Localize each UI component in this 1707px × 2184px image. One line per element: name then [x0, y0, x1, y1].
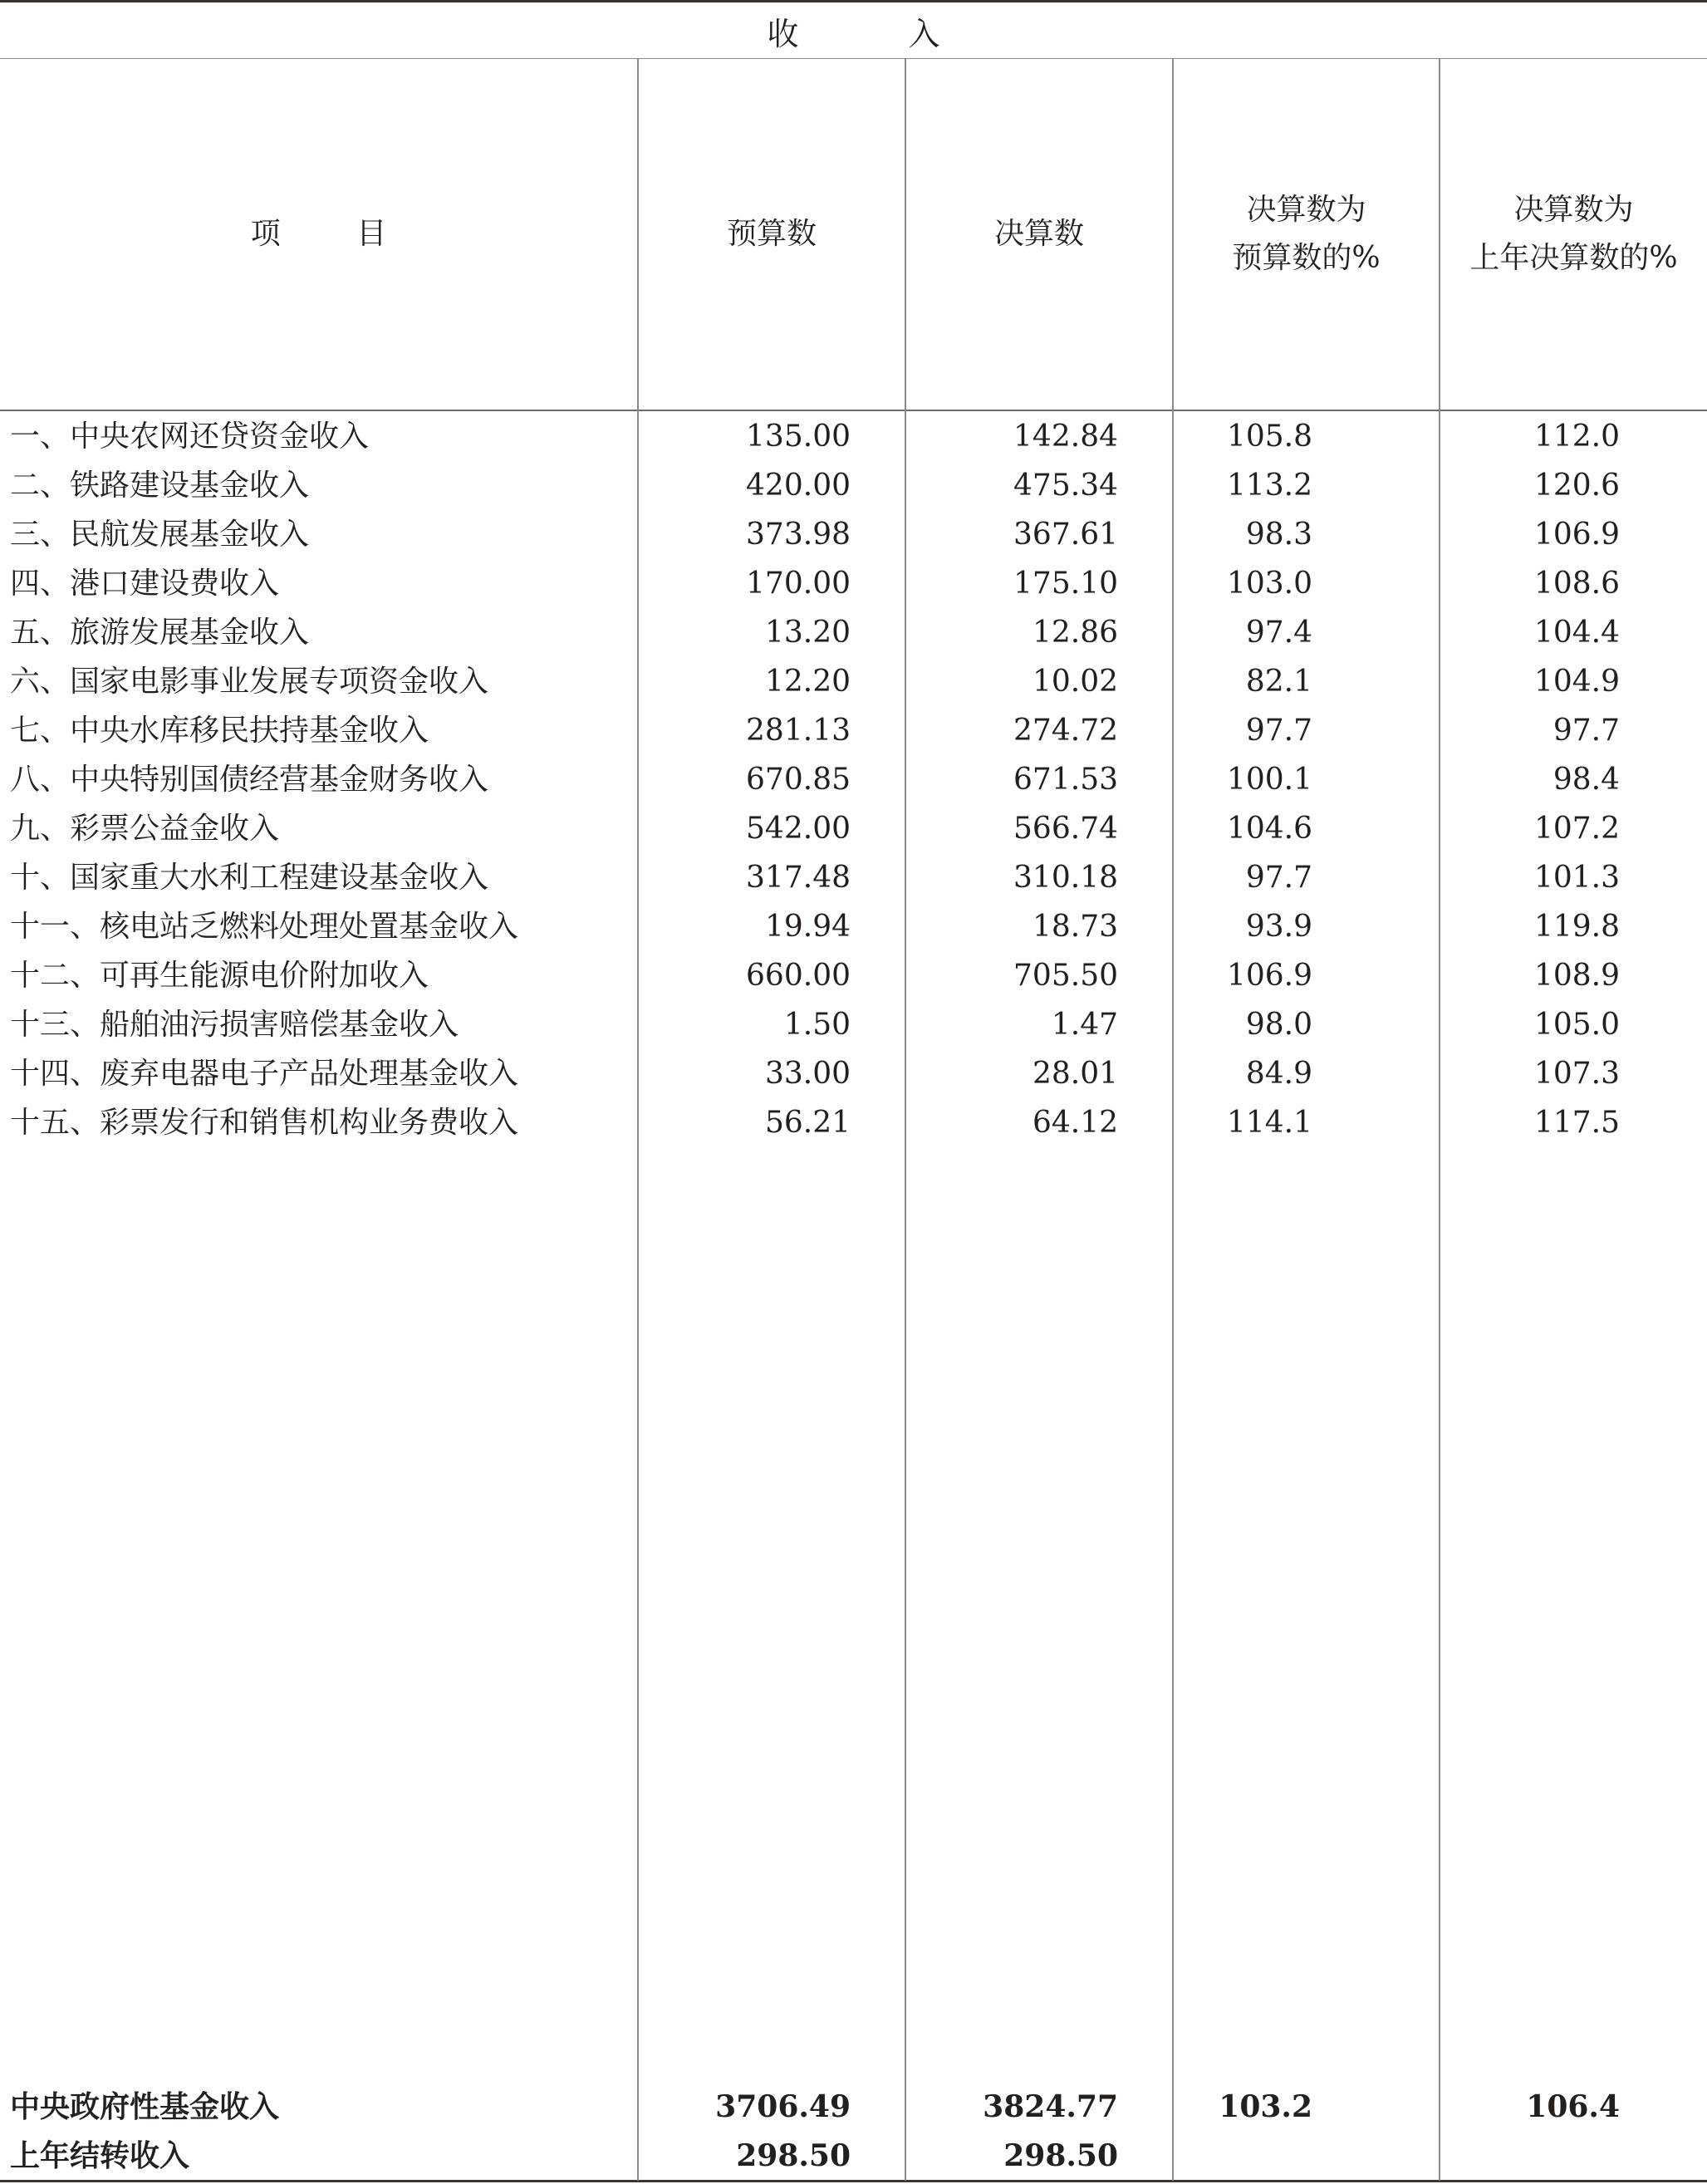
cell-item: 十五、彩票发行和销售机构业务费收入: [10, 1106, 519, 1140]
cell-pct-prev: 98.4: [1552, 763, 1620, 797]
header-pct-prev: [1440, 58, 1707, 410]
cell-pct-prev: 104.9: [1533, 665, 1620, 699]
header-item-label: 项 目: [250, 216, 420, 251]
cell-budget: 13.20: [764, 616, 851, 650]
cell-final: 298.50: [1003, 2138, 1118, 2173]
cell-pct-budget: 114.1: [1226, 1106, 1312, 1140]
cell-pct-budget: 100.1: [1226, 763, 1312, 797]
cell-pct-budget: 97.4: [1245, 616, 1312, 650]
cell-item: 十一、核电站乏燃料处理处置基金收入: [10, 910, 519, 944]
cell-budget: 56.21: [764, 1106, 851, 1140]
cell-pct-budget: 98.3: [1245, 518, 1312, 552]
cell-pct-budget: 97.7: [1245, 714, 1312, 748]
cell-budget: 12.20: [764, 665, 851, 699]
cell-budget: 420.00: [746, 469, 851, 503]
header-pct-budget-line1: 决算数为: [1246, 192, 1366, 227]
cell-pct-budget: 103.0: [1226, 567, 1312, 601]
cell-budget: 19.94: [764, 910, 851, 944]
header-pct-prev-line1: 决算数为: [1513, 192, 1634, 227]
cell-pct-budget: 82.1: [1245, 665, 1312, 699]
top-border: [0, 0, 1707, 2]
table-row: [0, 755, 1707, 804]
cell-budget: 542.00: [746, 812, 851, 846]
cell-pct-prev: 106.4: [1526, 2089, 1620, 2124]
cell-final: 475.34: [1013, 469, 1118, 503]
cell-budget: 135.00: [746, 420, 851, 454]
cell-pct-budget: 98.0: [1245, 1008, 1312, 1042]
cell-pct-prev: 117.5: [1533, 1106, 1620, 1140]
header-budget: [639, 58, 905, 410]
cell-final: 310.18: [1013, 861, 1118, 895]
header-divider: [0, 410, 1707, 411]
table-row: [0, 706, 1707, 755]
cell-pct-budget: 113.2: [1226, 469, 1312, 503]
header-budget-label: 预算数: [726, 216, 817, 251]
cell-pct-prev: 104.4: [1533, 616, 1620, 650]
cell-final: 671.53: [1013, 763, 1118, 797]
table-row: [0, 951, 1707, 1000]
table-row: [0, 461, 1707, 510]
header-item: [0, 58, 637, 410]
cell-item: 三、民航发展基金收入: [10, 518, 310, 552]
cell-final: 18.73: [1032, 910, 1118, 944]
table-row: [0, 657, 1707, 706]
table-row: [0, 902, 1707, 951]
cell-pct-budget: 103.2: [1219, 2089, 1312, 2124]
cell-pct-budget: 104.6: [1226, 812, 1312, 846]
total-row: [0, 2083, 1707, 2132]
cell-item: 四、港口建设费收入: [10, 567, 280, 601]
cell-item: 上年结转收入: [10, 2138, 190, 2173]
cell-pct-prev: 108.6: [1533, 567, 1620, 601]
cell-final: 28.01: [1032, 1057, 1118, 1091]
cell-final: 274.72: [1013, 714, 1118, 748]
cell-pct-prev: 107.3: [1533, 1057, 1620, 1091]
cell-item: 八、中央特别国债经营基金财务收入: [10, 763, 489, 797]
cell-pct-prev: 105.0: [1533, 1008, 1620, 1042]
cell-budget: 1.50: [783, 1008, 851, 1042]
cell-budget: 660.00: [746, 959, 851, 993]
cell-pct-prev: 112.0: [1533, 420, 1620, 454]
header-final: [906, 58, 1172, 410]
cell-final: 3824.77: [983, 2089, 1118, 2124]
table-row: [0, 804, 1707, 853]
cell-item: 十四、废弃电器电子产品处理基金收入: [10, 1057, 519, 1091]
cell-budget: 170.00: [746, 567, 851, 601]
cell-pct-prev: 119.8: [1533, 910, 1620, 944]
table-row: [0, 510, 1707, 559]
cell-pct-budget: 97.7: [1245, 861, 1312, 895]
cell-final: 705.50: [1013, 959, 1118, 993]
cell-item: 十二、可再生能源电价附加收入: [10, 959, 429, 993]
cell-final: 142.84: [1013, 420, 1118, 454]
cell-final: 10.02: [1032, 665, 1118, 699]
table-title: 收 入: [767, 16, 990, 52]
cell-budget: 3706.49: [715, 2089, 851, 2124]
cell-budget: 670.85: [746, 763, 851, 797]
cell-pct-budget: 84.9: [1245, 1057, 1312, 1091]
table-row: [0, 412, 1707, 461]
cell-pct-prev: 97.7: [1552, 714, 1620, 748]
table-row: [0, 1098, 1707, 1147]
cell-item: 九、彩票公益金收入: [10, 812, 280, 846]
cell-budget: 373.98: [746, 518, 851, 552]
table-row: [0, 853, 1707, 902]
cell-pct-budget: 106.9: [1226, 959, 1312, 993]
cell-budget: 298.50: [736, 2138, 851, 2173]
cell-final: 12.86: [1032, 616, 1118, 650]
cell-budget: 317.48: [746, 861, 851, 895]
header-pct-budget-line2: 预算数的%: [1232, 240, 1381, 275]
table-row: [0, 1000, 1707, 1049]
table-row: [0, 559, 1707, 608]
cell-item: 中央政府性基金收入: [10, 2089, 280, 2124]
total-row: [0, 2132, 1707, 2181]
table-row: [0, 608, 1707, 657]
cell-item: 七、中央水库移民扶持基金收入: [10, 714, 429, 748]
cell-pct-prev: 107.2: [1533, 812, 1620, 846]
cell-pct-budget: 93.9: [1245, 910, 1312, 944]
cell-item: 十、国家重大水利工程建设基金收入: [10, 861, 489, 895]
cell-budget: 33.00: [764, 1057, 851, 1091]
cell-pct-prev: 108.9: [1533, 959, 1620, 993]
cell-final: 175.10: [1013, 567, 1118, 601]
cell-final: 367.61: [1013, 518, 1118, 552]
table-row: [0, 1049, 1707, 1098]
cell-item: 十三、船舶油污损害赔偿基金收入: [10, 1008, 459, 1042]
cell-final: 64.12: [1032, 1106, 1118, 1140]
cell-pct-prev: 106.9: [1533, 518, 1620, 552]
cell-pct-prev: 101.3: [1533, 861, 1620, 895]
cell-item: 五、旅游发展基金收入: [10, 616, 310, 650]
cell-pct-budget: 105.8: [1226, 420, 1312, 454]
cell-item: 一、中央农网还贷资金收入: [10, 420, 370, 454]
cell-pct-prev: 120.6: [1533, 469, 1620, 503]
cell-final: 1.47: [1051, 1008, 1118, 1042]
cell-item: 六、国家电影事业发展专项资金收入: [10, 665, 489, 699]
header-pct-budget: [1174, 58, 1439, 410]
header-pct-prev-line2: 上年决算数的%: [1469, 240, 1678, 275]
cell-budget: 281.13: [746, 714, 851, 748]
header-final-label: 决算数: [993, 216, 1084, 251]
cell-item: 二、铁路建设基金收入: [10, 469, 310, 503]
cell-final: 566.74: [1013, 812, 1118, 846]
